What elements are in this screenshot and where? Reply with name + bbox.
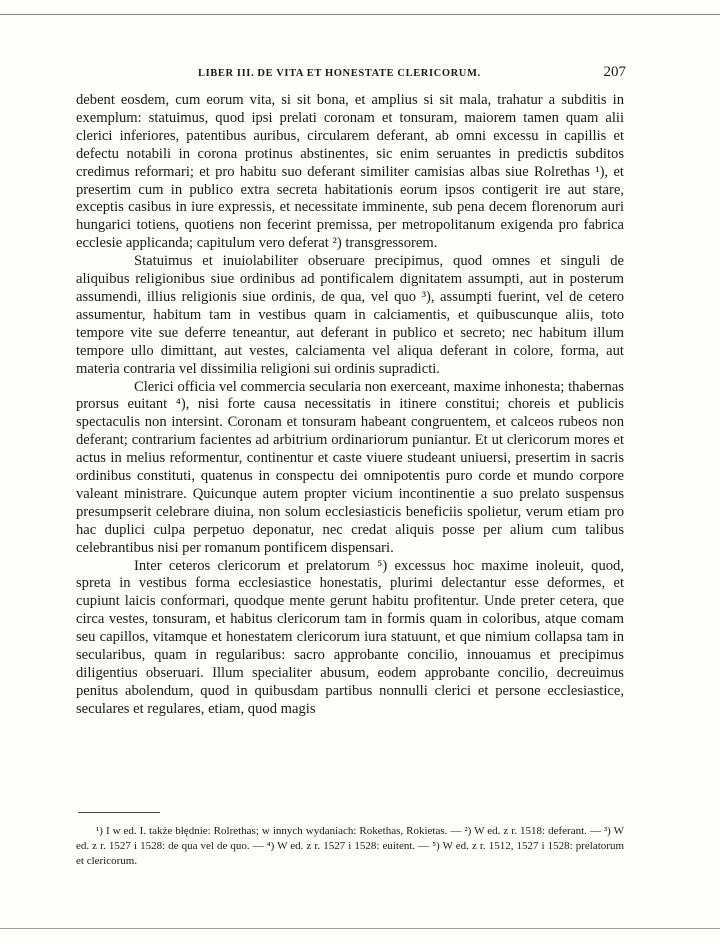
top-edge-rule xyxy=(0,14,720,15)
running-title: LIBER III. DE VITA ET HONESTATE CLERICORUM. xyxy=(198,68,481,79)
page-number: 207 xyxy=(603,64,626,80)
paragraph-3: Clerici officia vel commercia secularia non exerceant, maxime inhonesta; thabernas prorsus euitant ⁴), nisi forte causa necessitatis in itinere constitui; choreis et publicis spectaculis non intersint. Coronam et tonsuram habeant congruentem, et calceos rubeos non deferant; contrarium facientes ad arbitrium ordinariorum puniantur. Et ut clericorum mores et actus in melius reformentur, continentur et caste viuere studeant uniuersi, presertim in sacris ordinibus constituti, quatenus in conspectu dei omnipotentis puro corde et mundo corpore valeant ministrare. Quicunque autem propter vicium incontinentie a suo prelato suspensus presumpserit celebrare diuina, non solum ecclesiasticis beneficiis spolietur, verum etiam pro hac duplici culpa perpetuo deponatur, nec credat aliquis posse per alium cum talibus celebrantibus nisi per romanum pontificem dispensari. xyxy=(76,378,624,556)
page-header xyxy=(76,66,626,88)
paragraph-2: Statuimus et inuiolabiliter obseruare precipimus, quod omnes et singuli de aliquibus religionibus siue ordinibus ad pontificalem dignitatem assumpti, aut in posterum assumendi, illius religionis siue ordinis, de qua, vel quo ³), assumpti fuerint, vel de cetero assumentur, habitum tam in vestibus quam in calciamentis, et quibuscunque aliis, toto tempore vite sue deferre teneantur, aut deferant in publico et secreto; nec habitum illum tempore ullo dimittant, aut vestes, calciamenta vel aliqua deferant in colore, forma, aut materia contraria vel dissimilia religioni sui ordinis supradicti. xyxy=(76,253,624,377)
paragraph-1: debent eosdem, cum eorum vita, si sit bona, et amplius si sit mala, trahatur a subditis in exemplum: statuimus, quod ipsi prelati coronam et tonsuram, maiorem tamen quam alii clerici inferiores, patentibus auribus, circularem deferant, ab omni excessu in capillis et defectu notabili in corona protinus abstinentes, sic enim seruantes in predictis subditos credimus reformari; et pro habitu suo deferant similiter camisias albas siue Rolrethas ¹), et presertim cum in publico extra secreta habitationis eorum ipsos contigerit ire aut stare, exceptis casibus in iure expressis, et necessitate imminente, sub pena decem florenorum auri hungarici totiens, quotiens non fecerint premissa, per metropolitanum exigenda pro fabrica ecclesie applicanda; capitulum vero deferat ²) transgressorem. xyxy=(76,92,624,252)
footnote-text: ¹) I w ed. I. także błędnie: Rolrethas; w innych wydaniach: Rokethas, Rokietas. — ²) W ed. z r. 1518: deferant. — ³) W ed. z r. 1527 i 1528: de qua vel de quo. — ⁴) W ed. z r. 1527 i 1528: euitent. — ⁵) W ed. z r. 1512, 1527 i 1528: prelatorum et clericorum. xyxy=(76,825,624,867)
footnotes xyxy=(76,824,624,869)
paragraph-4: Inter ceteros clericorum et prelatorum ⁵) excessus hoc maxime inoleuit, quod, spreta in vestibus forma ecclesiastice honestatis, plurimi delectantur esse deformes, et cupiunt laicis conformari, quodque mente gerunt habitu profitentur. Unde preter cetera, que circa vestes, tonsuram, et habitus clericorum tam in formis quam in coloribus, atque comam seu capillos, vitamque et honestatem clericorum iura statuunt, et que nimium collapsa tam in secularibus, quam in regularibus: sacro approbante concilio, innouamus et precipimus diligentius obseruari. Illum specialiter abusum, eodem approbante concilio, decreuimus penitus abolendum, quod in quibusdam partibus nonnulli clerici et persone ecclesiastice, seculares et regulares, etiam, quod magis xyxy=(76,557,624,717)
main-text xyxy=(76,92,624,719)
bottom-edge-rule xyxy=(0,928,720,929)
footnote-separator xyxy=(78,812,160,813)
